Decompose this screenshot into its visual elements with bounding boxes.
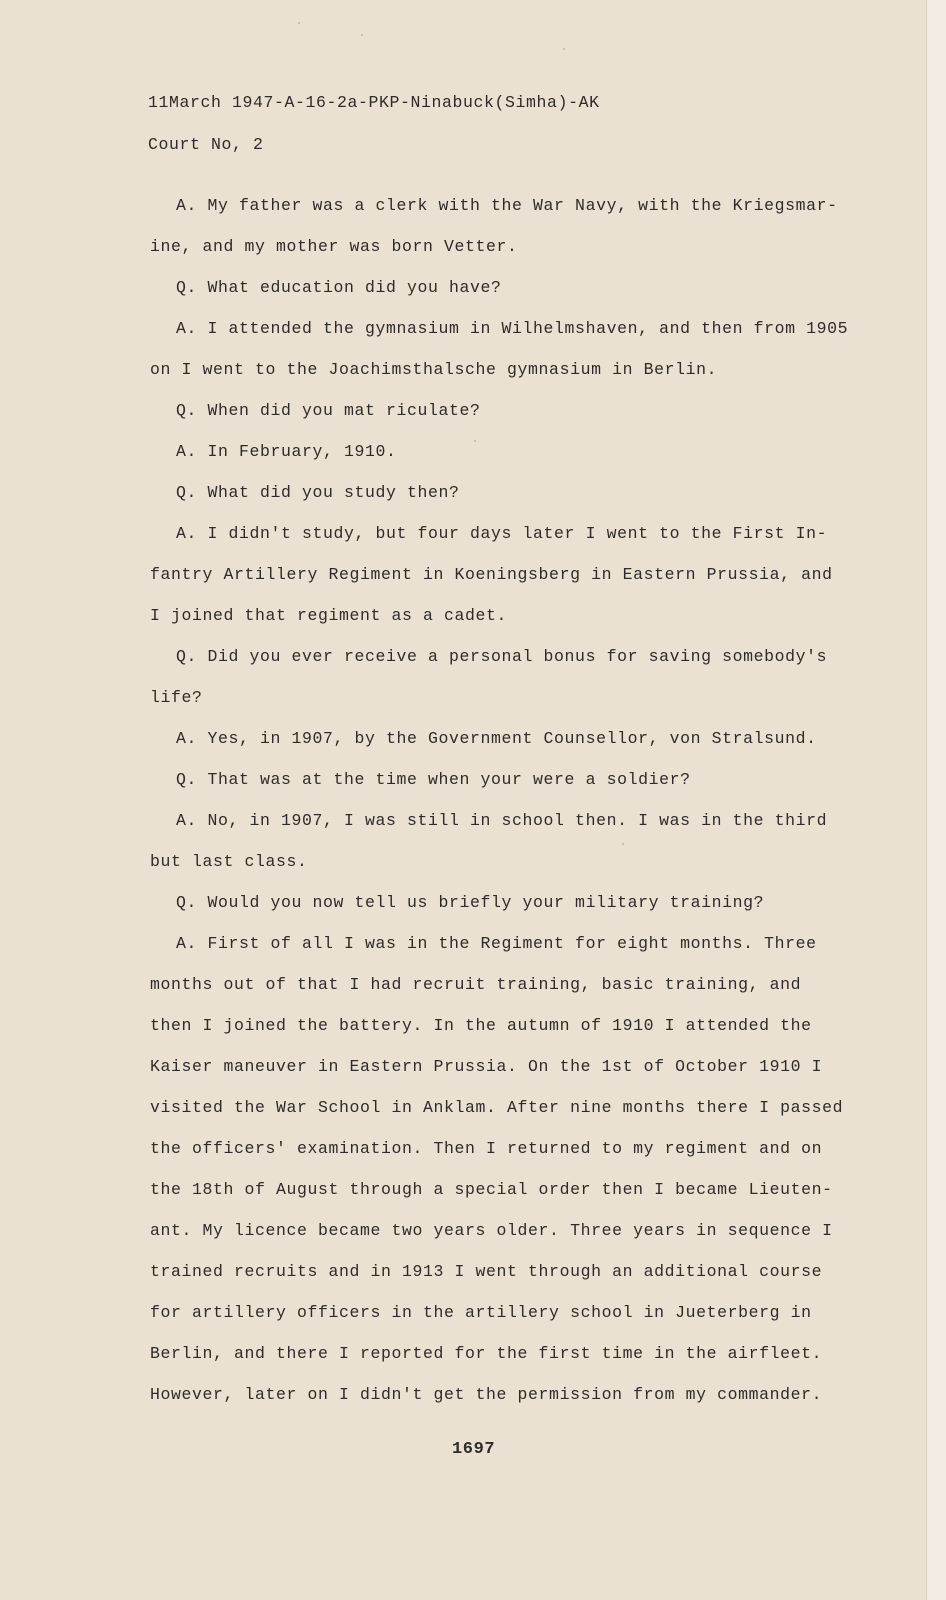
ink-speck	[361, 34, 363, 36]
transcript-line: for artillery officers in the artillery school in Jueterberg in	[150, 1303, 812, 1322]
transcript-line: on I went to the Joachimsthalsche gymnasium in Berlin.	[150, 360, 718, 379]
transcript-line: the officers' examination. Then I returned to my regiment and on	[150, 1139, 823, 1158]
transcript-line: Q. Did you ever receive a personal bonus for saving somebody's	[176, 647, 828, 666]
transcript-line: A. My father was a clerk with the War Navy, with the Kriegsmar-	[176, 196, 838, 215]
page-edge	[926, 0, 946, 1600]
transcript-line: Q. Would you now tell us briefly your military training?	[176, 893, 765, 912]
ink-speck	[474, 440, 476, 442]
court-label: Court No, 2	[148, 135, 264, 154]
transcript-line: fantry Artillery Regiment in Koeningsberg in Eastern Prussia, and	[150, 565, 833, 584]
header-line: 11March 1947-A-16-2a-PKP-Ninabuck(Simha)-AK	[148, 93, 600, 112]
transcript-line: ine, and my mother was born Vetter.	[150, 237, 518, 256]
transcript-line: months out of that I had recruit training, basic training, and	[150, 975, 802, 994]
ink-speck	[298, 22, 300, 24]
transcript-line: Kaiser maneuver in Eastern Prussia. On the 1st of October 1910 I	[150, 1057, 823, 1076]
transcript-line: Berlin, and there I reported for the first time in the airfleet.	[150, 1344, 823, 1363]
transcript-line: I joined that regiment as a cadet.	[150, 606, 508, 625]
transcript-line: the 18th of August through a special order then I became Lieuten-	[150, 1180, 833, 1199]
transcript-line: However, later on I didn't get the permission from my commander.	[150, 1385, 823, 1404]
transcript-line: ant. My licence became two years older. Three years in sequence I	[150, 1221, 833, 1240]
transcript-line: Q. That was at the time when your were a soldier?	[176, 770, 691, 789]
ink-speck	[563, 48, 565, 50]
transcript-line: trained recruits and in 1913 I went through an additional course	[150, 1262, 823, 1281]
transcript-line: A. No, in 1907, I was still in school then. I was in the third	[176, 811, 828, 830]
ink-speck	[622, 843, 624, 845]
transcript-line: visited the War School in Anklam. After nine months there I passed	[150, 1098, 844, 1117]
transcript-line: A. Yes, in 1907, by the Government Counsellor, von Stralsund.	[176, 729, 817, 748]
transcript-line: then I joined the battery. In the autumn of 1910 I attended the	[150, 1016, 812, 1035]
transcript-line: A. I didn't study, but four days later I went to the First In-	[176, 524, 828, 543]
transcript-line: A. In February, 1910.	[176, 442, 397, 461]
transcript-line: A. First of all I was in the Regiment for eight months. Three	[176, 934, 817, 953]
transcript-line: life?	[150, 688, 203, 707]
transcript-line: Q. When did you mat riculate?	[176, 401, 481, 420]
transcript-line: A. I attended the gymnasium in Wilhelmshaven, and then from 1905	[176, 319, 849, 338]
transcript-line: Q. What education did you have?	[176, 278, 502, 297]
page-number: 1697	[452, 1440, 496, 1459]
transcript-line: but last class.	[150, 852, 308, 871]
transcript-line: Q. What did you study then?	[176, 483, 460, 502]
